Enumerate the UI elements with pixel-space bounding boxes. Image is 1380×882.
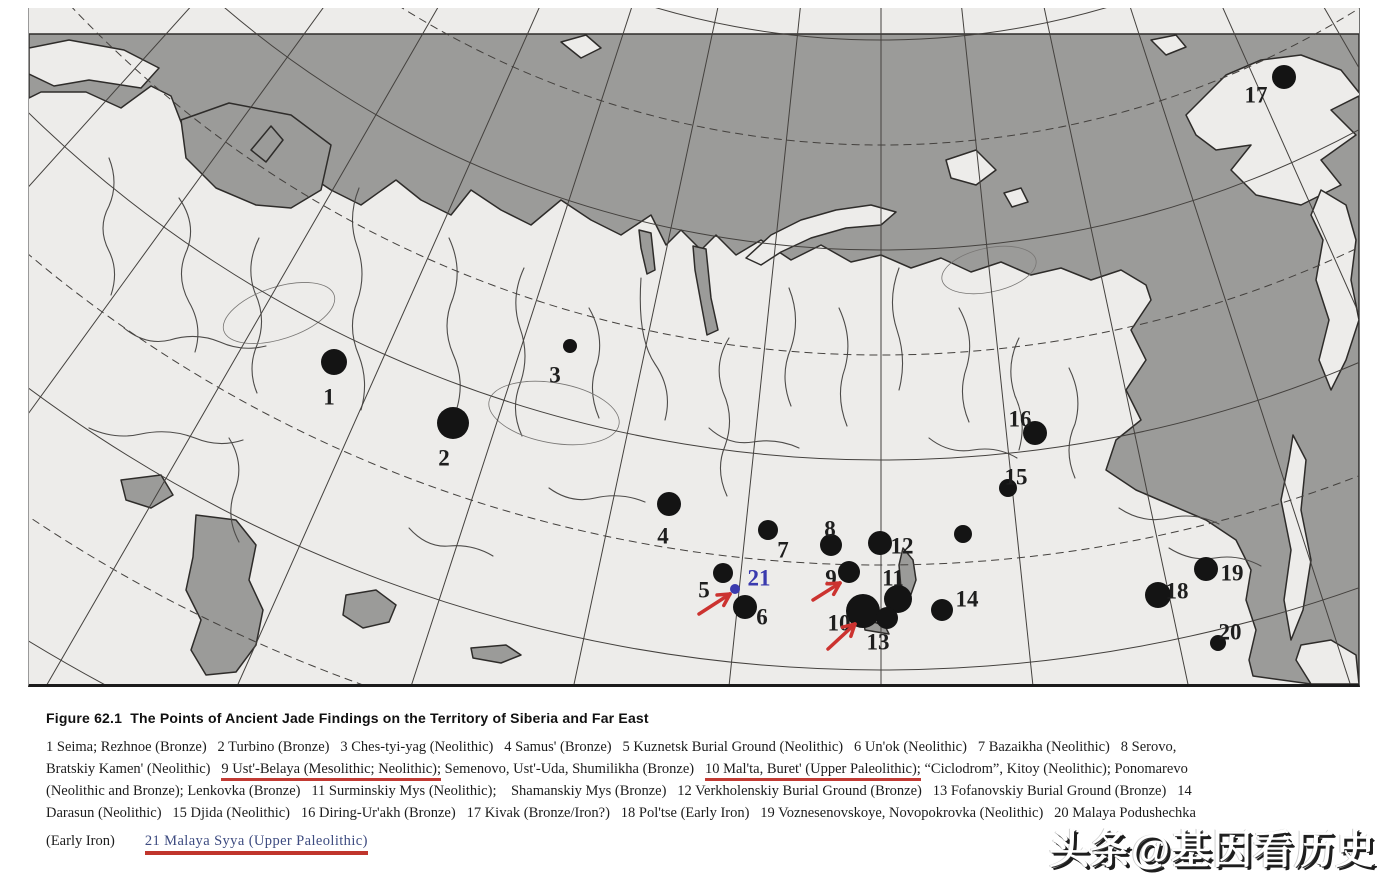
site-dot (846, 594, 880, 628)
site-label: 9 (825, 565, 837, 591)
site-dot (954, 525, 972, 543)
site-dot (868, 531, 892, 555)
site-label: 14 (955, 586, 979, 612)
map-figure (28, 8, 1360, 687)
legend-segment: 10 Mal'ta, Buret' (Upper Paleolithic); (705, 761, 921, 781)
site-dot (876, 607, 898, 629)
legend-segment: Semenovo, Ust'-Uda, Shumilikha (Bronze) (441, 761, 706, 777)
site-dot (730, 584, 740, 594)
figure-caption: Figure 62.1 The Points of Ancient Jade Findings on the Territory of Siberia and Far East (46, 710, 649, 726)
legend-segment: “Ciclodrom”, Kitoy (Neolithic); Ponomarevo (920, 761, 1188, 777)
site-dot (758, 520, 778, 540)
site-dot (838, 561, 860, 583)
site-label: 16 (1008, 406, 1032, 432)
site-label: 10 (827, 610, 851, 636)
site-label: 13 (866, 629, 890, 655)
site-label: 20 (1218, 619, 1242, 645)
legend-segment: Bratskiy Kamen' (Neolithic) (46, 761, 222, 777)
legend-segment: 1 Seima; Rezhnoe (Bronze) 2 Turbino (Bronze) 3 Ches-tyi-yag (Neolithic) 4 Samus' (Bronze) 5 Kuznetsk Burial Ground (Neolithic) 6 Un'ok (Neolithic) 7 Bazaikha (Neolithic) 8 Serovo, (46, 739, 1177, 755)
site-dot (657, 492, 681, 516)
legend-segment: Darasun (Neolithic) 15 Djida (Neolithic) 16 Diring-Ur'akh (Bronze) 17 Kivak (Bronze/Iron?) 18 Pol'tse (Early Iron) 19 Voznesenovskoye, Novopokrovka (Neolithic) 20 Malaya Podushechka (46, 805, 1196, 821)
site-label: 3 (549, 362, 561, 388)
site-dot (733, 595, 757, 619)
legend-segment: 21 Malaya Syya (Upper Paleolithic) (145, 833, 368, 855)
site-dot (321, 349, 347, 375)
site-label: 8 (824, 516, 836, 542)
site-dot (1272, 65, 1296, 89)
site-label: 6 (756, 604, 768, 630)
legend-segment: (Neolithic and Bronze); Lenkovka (Bronze) 11 Surminskiy Mys (Neolithic); Shamanskiy Mys (Bronze) 12 Verkholenskiy Burial Ground (Bronze) 13 Fofanovskiy Burial Ground (Bronze) 14 (46, 783, 1192, 799)
site-label: 2 (438, 445, 450, 471)
site-label: 21 (747, 565, 771, 591)
site-label: 4 (657, 523, 669, 549)
caspian-sea (186, 515, 263, 675)
site-label: 17 (1244, 82, 1268, 108)
site-label: 12 (890, 533, 914, 559)
site-label: 15 (1004, 464, 1028, 490)
site-dot (931, 599, 953, 621)
legend-line (46, 780, 1352, 802)
watermark: 头条@基因看历史 (1048, 828, 1376, 872)
site-label: 1 (323, 384, 335, 410)
site-label: 19 (1220, 560, 1244, 586)
map-svg (29, 8, 1359, 684)
legend-line (46, 736, 1352, 758)
legend-line (46, 758, 1352, 780)
site-label: 7 (777, 537, 789, 563)
site-label: 5 (698, 577, 710, 603)
site-dot (563, 339, 577, 353)
legend-segment: 9 Ust'-Belaya (Mesolithic; Neolithic); (221, 761, 441, 781)
site-dot (1194, 557, 1218, 581)
site-dot (713, 563, 733, 583)
site-label: 11 (882, 565, 904, 591)
site-dot (437, 407, 469, 439)
site-label: 18 (1165, 578, 1189, 604)
legend-segment: (Early Iron) (46, 833, 115, 849)
